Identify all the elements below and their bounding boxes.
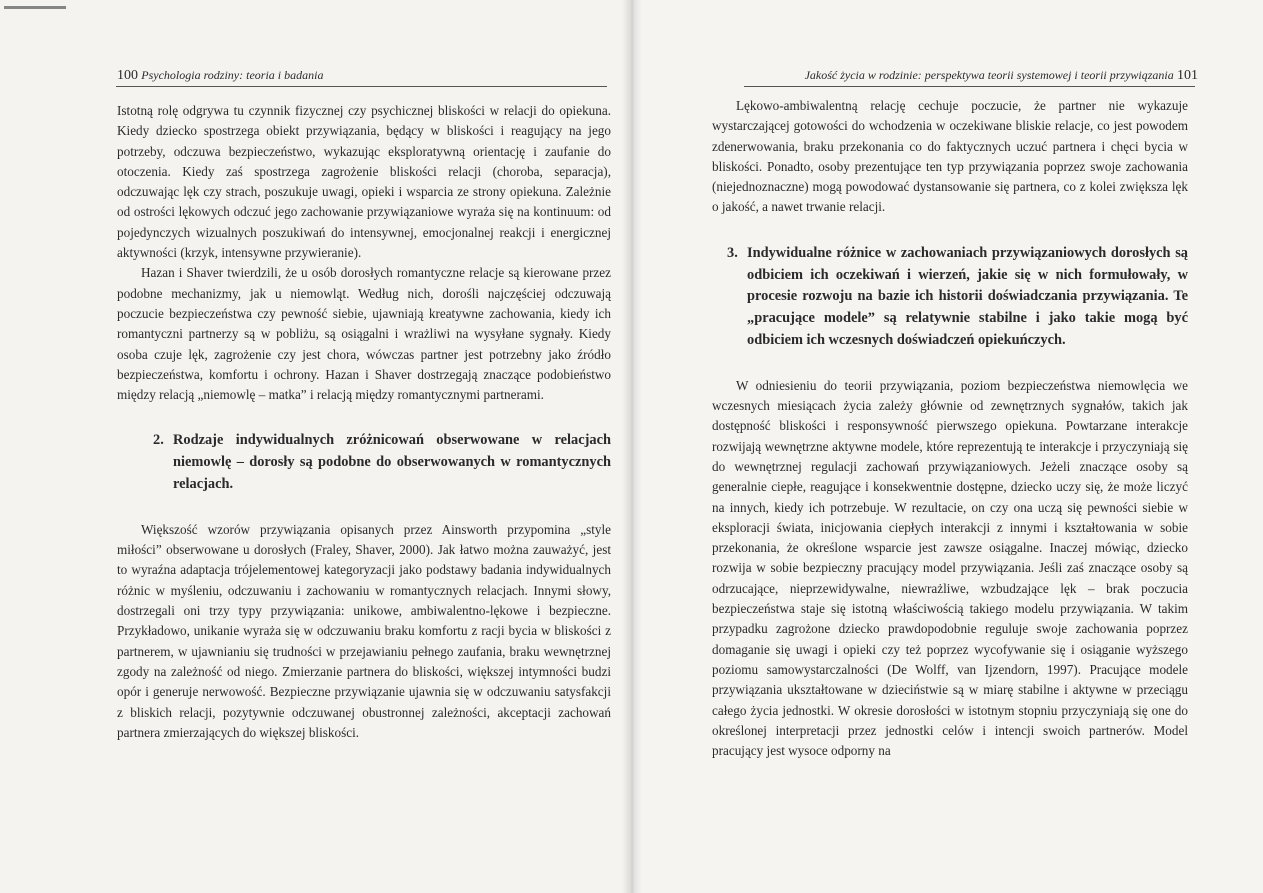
left-text-column	[117, 101, 611, 743]
left-running-head	[117, 67, 323, 84]
book-gutter	[622, 0, 642, 893]
left-header-rule	[116, 86, 607, 87]
scan-mark	[4, 6, 66, 9]
right-paragraph-1: Lękowo-ambiwalentną relację cechuje poczucie, że partner nie wykazuje wystarczającej gotowości do wchodzenia w oczekiwane bliskie relacje, co jest powodem zdenerwowania, braku przekonania co do faktycznych uczuć partnera i chęci bycia w bliskości. Ponadto, osoby prezentujące ten typ przywiązania poprzez swoje zachowania (niejednoznaczne) mogą powodować dystansowanie się partnera, co z kolei zwiększa lęk o jakość, a nawet trwanie relacji.	[712, 98, 1188, 215]
left-paragraph-1: Istotną rolę odgrywa tu czynnik fizycznej czy psychicznej bliskości w relacji do opiekuna. Kiedy dziecko spostrzega obiekt przywiązania, będący w bliskości i reagujący na jego potrzeby, odczuwa bezpieczeństwo, wykazując eksploratywną orientację i zaufanie do otoczenia. Kiedy zaś spostrzega zagrożenie bliskości relacji (choroba, separacja), odczuwając lęk czy strach, poszukuje uwagi, opieki i wsparcia ze strony opiekuna. Zależnie od ostrości lękowych odczuć jego zachowanie przywiązaniowe wyraża się na kontinuum: od pojedynczych wizualnych poszukiwań do intensywnej, emocjonalnej reakcji i energicznej aktywności (krzyk, intensywne przywieranie).	[117, 103, 611, 261]
right-page-number: 101	[1177, 68, 1198, 83]
right-running-title: Jakość życia w rodzinie: perspektywa teorii systemowej i teorii przywiązania	[804, 68, 1174, 82]
right-running-head	[805, 67, 1198, 84]
thesis-number: 3.	[727, 244, 738, 261]
left-paragraph-3: Większość wzorów przywiązania opisanych przez Ainsworth przypomina „style miłości” obserwowane u dorosłych (Fraley, Shaver, 2000). Jak łatwo można zauważyć, jest to wyraźna adaptacja trójelementowej kategoryzacji jako podstawy badania indywidualnych różnic w myśleniu, odczuwaniu i zachowaniu w romantycznych relacjach. Innymi słowy, dostrzegali oni trzy typy przywiązania: unikowe, ambiwalentno-lękowe i bezpieczne. Przykładowo, unikanie wyraża się w odczuwaniu braku komfortu z racji bycia w bliskości z partnerem, w ujawnianiu się trudności w przejawianiu pełnego zaufania, braku wewnętrznej zgody na zależność od niego. Zmierzanie partnera do bliskości, większej intymności budzi opór i generuje nerwowość. Bezpieczne przywiązanie ujawnia się w odczuwaniu satysfakcji z bliskich relacji, pozytywnie odczuwanej obustronnej zależności, akceptacji zachowań partnera zmierzających do większej bliskości.	[117, 521, 611, 740]
left-running-title: Psychologia rodziny: teoria i badania	[141, 68, 324, 82]
thesis-text: Rodzaje indywidualnych zróżnicowań obserwowane w relacjach niemowlę – dorosły są podobne do obserwowanych w romantycznych relacjach.	[173, 432, 611, 493]
left-paragraph-2: Hazan i Shaver twierdzili, że u osób dorosłych romantyczne relacje są kierowane przez podobne mechanizmy, jak u niemowląt. Według nich, dorośli najczęściej odczuwają poczucie bezpieczeństwa czy pewność siebie, ujawniają kreatywne zachowania, kiedy ich romantyczni partnerzy są w pobliżu, są osiągalni i wrażliwi na wysyłane sygnały. Kiedy osoba czuje lęk, zagrożenie czy jest chora, wówczas partner jest potrzebny jako źródło bezpieczeństwa, komfortu i ochrony. Hazan i Shaver dostrzegają znaczące podobieństwo między relacją „niemowlę – matka” i relacją między romantycznymi partnerami.	[117, 265, 611, 403]
right-numbered-thesis	[727, 243, 1188, 352]
thesis-text: Indywidualne różnice w zachowaniach przywiązaniowych dorosłych są odbiciem ich oczekiwań i wierzeń, jakie się w nich formułowały, w procesie rozwoju na bazie ich historii doświadczania przywiązania. Te „pracujące modele” są relatywnie stabilne i jako takie mogą być odbiciem ich wczesnych doświadczeń opiekuńczych.	[747, 244, 1188, 348]
left-numbered-thesis	[153, 430, 611, 495]
right-text-column	[712, 96, 1188, 761]
thesis-number: 2.	[153, 432, 164, 449]
right-paragraph-2: W odniesieniu do teorii przywiązania, poziom bezpieczeństwa niemowlęcia we wczesnych miesiącach życia zależy głównie od zewnętrznych sygnałów, takich jak dostępność bliskości i responsywność pierwszego opiekuna. Powtarzane interakcje rozwijają wewnętrzne aktywne modele, które reprezentują te interakcje i przyczyniają się do wewnętrznej regulacji zachowań przywiązaniowych. Jeżeli znaczące osoby są generalnie ciepłe, reagujące i konsekwentnie dostępne, dziecko uczy się, że może liczyć na innych, kiedy ich potrzebuje. W rezultacie, on czy ona uczą się pewności siebie w eksploracji świata, inicjowania ciepłych interakcji z innymi i kształtowania w sobie przekonania, że określone wsparcie jest zawsze osiągalne. Inaczej mówiąc, dziecko rozwija w sobie bezpieczny pracujący model przywiązania. Jeśli zaś znaczące osoby są odrzucające, nieprzewidywalne, niewrażliwe, wzbudzające lęk – brak poczucia bezpieczeństwa staje się istotną właściwością takiego modelu przywiązania. W takim przypadku zagrożone dziecko prawdopodobnie reguluje swoje zachowania poprzez domaganie się uwagi i opieki czy też poprzez wycofywanie się i osiąganie wyższego poziomu samowystarczalności (De Wolff, van Ijzendorn, 1997). Pracujące modele przywiązania ukształtowane w dzieciństwie są w miarę stabilne i aktywne w przeciągu całego życia jednostki. W okresie dorosłości w istotnym stopniu przyczyniają się one do określonej interpretacji przez jednostki celów i intencji swoich partnerów. Model pracujący jest wysoce odporny na	[712, 377, 1188, 759]
right-header-rule	[744, 86, 1195, 87]
left-page-number: 100	[117, 68, 138, 83]
